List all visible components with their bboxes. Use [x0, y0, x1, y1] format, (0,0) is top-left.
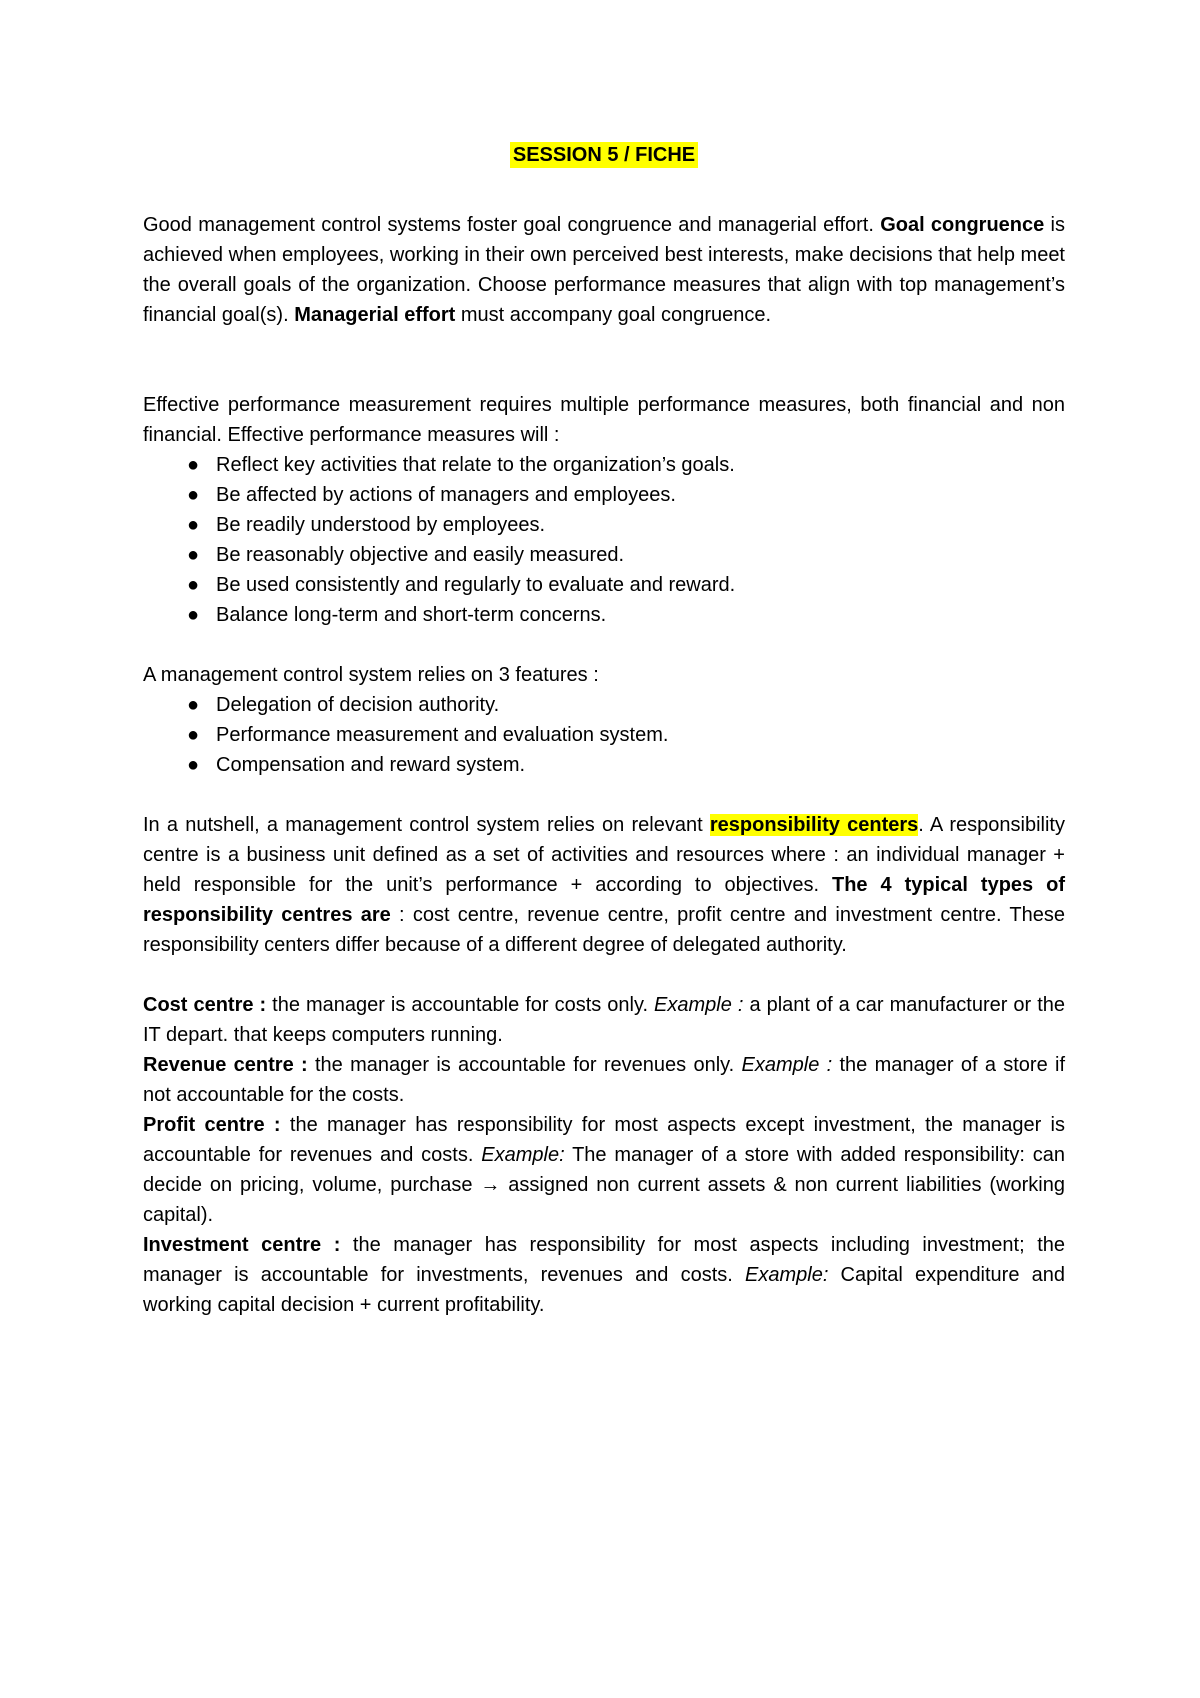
text-run: the manager has responsibility for most aspects including investment; the manager is accountable for investments, revenues and costs. [143, 1234, 1066, 1286]
text-run: must accompany goal congruence. [455, 304, 772, 326]
text-run: : cost centre, revenue centre, profit centre and investment centre. These responsibility centers differ because of a different degree of delegated authority. [143, 904, 1065, 956]
bullet-icon: ● [187, 724, 200, 746]
list-item-text: Compensation and reward system. [216, 754, 526, 776]
definition-label: Cost centre : [143, 994, 267, 1016]
text-run: assigned non current assets & non current liabilities (working capital). [143, 1174, 1065, 1226]
list-item-text: Be affected by actions of managers and employees. [216, 484, 676, 506]
text-run: Capital expenditure and working capital decision + current profitability. [143, 1264, 1065, 1316]
bullet-icon: ● [187, 514, 200, 536]
list-item-text: Be readily understood by employees. [216, 514, 546, 536]
text-run: the manager of a store if not accountable for the costs. [143, 1054, 1066, 1106]
bullet-icon: ● [187, 484, 200, 506]
text-run: a plant of a car manufacturer or the IT depart. that keeps computers running. [143, 994, 1065, 1046]
list-item [143, 720, 1065, 750]
list-item-text: Be reasonably objective and easily measured. [216, 544, 625, 566]
list-item-text: Delegation of decision authority. [216, 694, 500, 716]
list-item [143, 510, 1065, 540]
page-title [143, 140, 1065, 170]
paragraph-goal-congruence [143, 210, 1065, 330]
bullet-icon: ● [187, 754, 200, 776]
text-run: is achieved when employees, working in their own perceived best interests, make decisions that help meet the overall goals of the organization. Choose performance measures that align with top management’s financial goal(s). [143, 214, 1065, 326]
definition-revenue-centre [143, 1050, 1065, 1110]
example-label: Example : [741, 1054, 833, 1076]
example-label: Example: [745, 1264, 829, 1286]
text-run: Good management control systems foster goal congruence and managerial effort. [143, 214, 881, 236]
bullet-icon: ● [187, 604, 200, 626]
example-label: Example : [654, 994, 744, 1016]
term-managerial-effort: Managerial effort [294, 304, 456, 326]
text-run: the manager has responsibility for most aspects except investment, the manager is accountable for revenues and costs. [143, 1114, 1065, 1166]
definition-investment-centre [143, 1230, 1065, 1320]
definition-label: Investment centre : [143, 1234, 341, 1256]
text-run: The manager of a store with added responsibility: can decide on pricing, volume, purchase [143, 1144, 1065, 1196]
arrow-right-icon: → [480, 1174, 501, 1196]
definition-label: Profit centre : [143, 1114, 281, 1136]
definition-label: Revenue centre : [143, 1054, 308, 1076]
page-title-text: SESSION 5 / FICHE [510, 142, 698, 168]
bullet-icon: ● [187, 574, 200, 596]
paragraph-control-features: A management control system relies on 3 features : [143, 664, 599, 686]
list-item-text: Performance measurement and evaluation system. [216, 724, 669, 746]
bullet-icon: ● [187, 694, 200, 716]
bullet-icon: ● [187, 454, 200, 476]
list-item [143, 690, 1065, 720]
document-page [143, 140, 1065, 1320]
paragraph-responsibility-centers [143, 810, 1065, 960]
performance-measures-list [143, 450, 1065, 630]
bold-phrase: The 4 typical types of responsibility centres are [143, 874, 1065, 926]
bullet-icon: ● [187, 544, 200, 566]
text-run: the manager is accountable for revenues only. [307, 1054, 742, 1076]
list-item [143, 600, 1065, 630]
list-item [143, 750, 1065, 780]
list-item-text: Reflect key activities that relate to the organization’s goals. [216, 454, 735, 476]
text-run: . A responsibility centre is a business unit defined as a set of activities and resources where : an individual manager + held responsible for the unit’s performance + according to objectives. [143, 814, 1065, 896]
list-item-text: Be used consistently and regularly to evaluate and reward. [216, 574, 736, 596]
list-item [143, 570, 1065, 600]
definition-profit-centre [143, 1110, 1065, 1230]
example-label: Example: [481, 1144, 565, 1166]
paragraph-performance-measures: Effective performance measurement requires multiple performance measures, both financial and non financial. Effective performance measures will : [143, 394, 1065, 446]
highlighted-term: responsibility centers [709, 814, 919, 836]
list-item-text: Balance long-term and short-term concerns. [216, 604, 607, 626]
list-item [143, 480, 1065, 510]
term-goal-congruence: Goal congruence [880, 214, 1045, 236]
list-item [143, 450, 1065, 480]
list-item [143, 540, 1065, 570]
text-run: the manager is accountable for costs only. [266, 994, 655, 1016]
definition-cost-centre [143, 990, 1065, 1050]
text-run: In a nutshell, a management control system relies on relevant [143, 814, 710, 836]
control-features-list [143, 690, 1065, 780]
